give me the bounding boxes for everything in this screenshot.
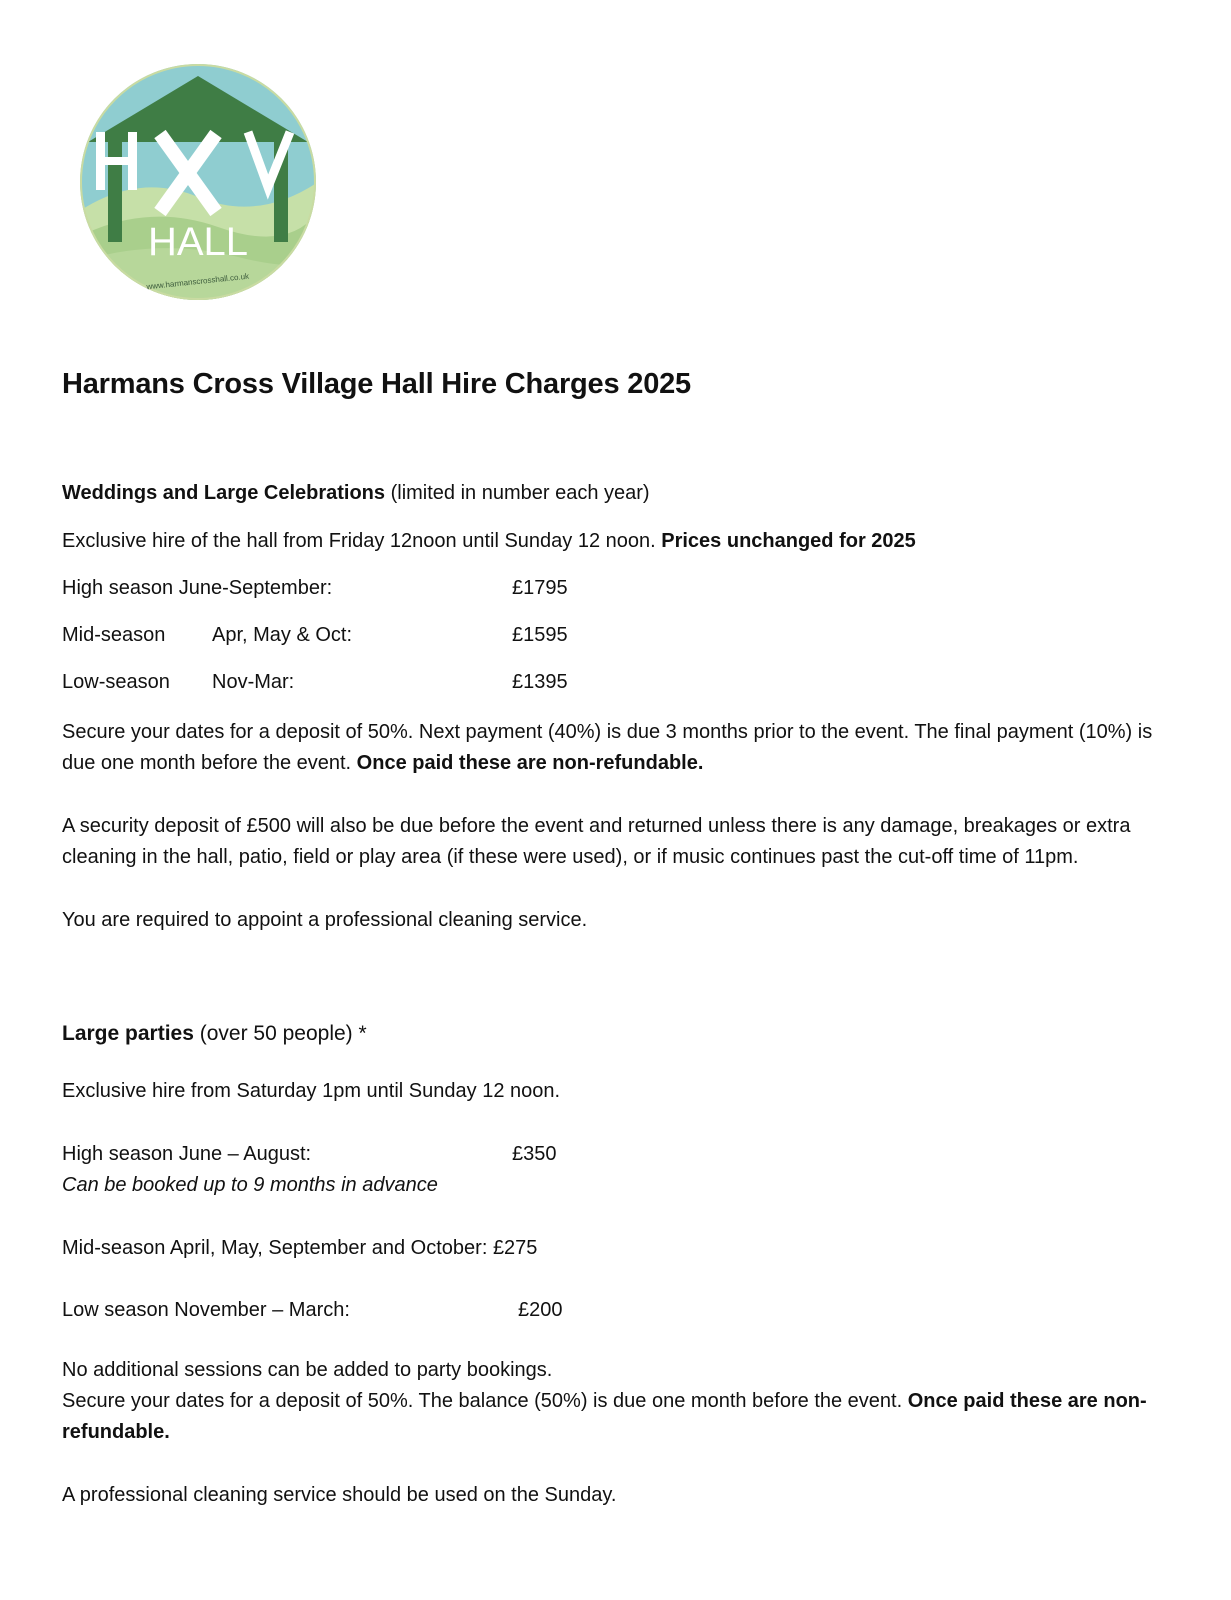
parties-high-label: High season June – August: [62, 1143, 312, 1165]
rate-price: £1795 [512, 577, 568, 599]
logo-word: HALL [147, 220, 249, 264]
parties-high-note: Can be booked up to 9 months in advance [62, 1174, 438, 1196]
parties-low-label: Low season November – March: [62, 1299, 350, 1321]
rate-months: Nov-Mar: [212, 671, 295, 693]
weddings-payment-text: Secure your dates for a deposit of 50%. Next payment (40%) is due 3 months prior to the event. The final payment (10%) is due one month before the event. [62, 721, 1153, 774]
weddings-payment-bold: Once paid these are non-refundable. [356, 752, 704, 774]
weddings-rate-row [62, 620, 762, 651]
logo-url: www.harmanscrosshall.co.uk [145, 271, 250, 292]
parties-mid-row: Mid-season April, May, September and October: £275 [62, 1237, 538, 1259]
rate-months: Apr, May & Oct: [212, 624, 353, 646]
weddings-heading [62, 478, 650, 509]
parties-intro: Exclusive hire from Saturday 1pm until Sunday 12 noon. [62, 1080, 561, 1102]
weddings-intro-bold: Prices unchanged for 2025 [661, 530, 916, 552]
parties-heading-note: (over 50 people) * [193, 1022, 367, 1045]
parties-low-row [62, 1295, 762, 1326]
rate-season: Low-season [62, 671, 170, 693]
rate-season: High season June-September: [62, 577, 333, 599]
rate-price: £1595 [512, 624, 568, 646]
parties-heading-bold: Large parties [62, 1022, 194, 1045]
weddings-cleaning-note: You are required to appoint a professional cleaning service. [62, 909, 588, 931]
weddings-intro [62, 526, 916, 557]
parties-no-sessions: No additional sessions can be added to party bookings. [62, 1359, 553, 1381]
parties-high-price: £350 [512, 1143, 557, 1165]
hall-logo [78, 62, 318, 302]
weddings-intro-text: Exclusive hire of the hall from Friday 12noon until Sunday 12 noon. [62, 530, 662, 552]
parties-low-price: £200 [518, 1299, 563, 1321]
weddings-rate-row [62, 573, 762, 604]
weddings-heading-bold: Weddings and Large Celebrations [62, 482, 386, 504]
page-title: Harmans Cross Village Hall Hire Charges 2025 [62, 368, 691, 400]
weddings-security-deposit: A security deposit of £500 will also be due before the event and returned unless there is any damage, breakages or extra cleaning in the hall, patio, field or play area (if these were used), or if music continues past the cut-off time of 11pm. [62, 815, 1131, 868]
parties-deposit-text: Secure your dates for a deposit of 50%. The balance (50%) is due one month before the event. [62, 1390, 908, 1412]
parties-deposit-terms [62, 1386, 1162, 1448]
parties-cleaning-note: A professional cleaning service should be used on the Sunday. [62, 1484, 617, 1506]
parties-heading [62, 1018, 367, 1049]
parties-high-row [62, 1139, 762, 1170]
rate-price: £1395 [512, 671, 568, 693]
parties-deposit-bold: Once paid these are non-refundable. [62, 1390, 1147, 1443]
rate-season: Mid-season [62, 624, 166, 646]
weddings-rate-row [62, 667, 762, 698]
weddings-payment-terms [62, 717, 1162, 779]
weddings-heading-note: (limited in number each year) [385, 482, 650, 504]
